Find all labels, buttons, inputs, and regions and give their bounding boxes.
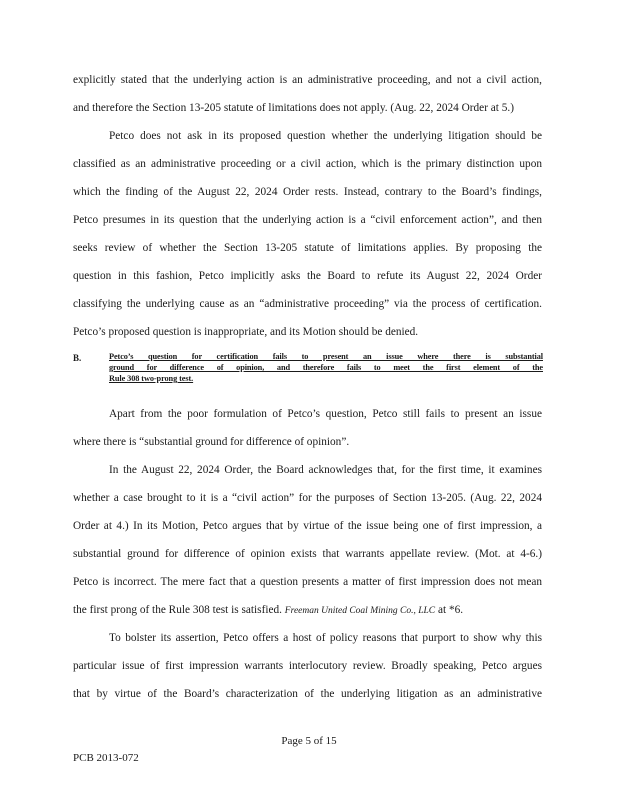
body-line: Petco presumes in its question that the underlying action is a “civil enforcement action”, and then: [73, 214, 542, 226]
body-line: In the August 22, 2024 Order, the Board acknowledges that, for the first time, it examines: [109, 464, 542, 476]
body-line: Petco is incorrect. The mere fact that a question presents a matter of first impression does not mean: [73, 576, 542, 588]
body-line: explicitly stated that the underlying action is an administrative proceeding, and not a civil action,: [73, 74, 542, 86]
body-line: Order at 4.) In its Motion, Petco argues that by virtue of the issue being one of first impression, a: [73, 520, 542, 532]
section-heading-letter: B.: [73, 353, 82, 363]
section-heading-line: Petco’s question for certification fails to present an issue where there is substantial: [109, 352, 543, 361]
body-line: To bolster its assertion, Petco offers a host of policy reasons that purport to show why this: [109, 632, 542, 644]
body-line: particular issue of first impression warrants interlocutory review. Broadly speaking, Petco argues: [73, 660, 542, 672]
body-line: whether a case brought to it is a “civil action” for the purposes of Section 13-205. (Aug. 22, 2024: [73, 492, 542, 504]
section-heading-line: ground for difference of opinion, and therefore fails to meet the first element of the: [109, 363, 543, 372]
body-line: substantial ground for difference of opinion exists that warrants appellate review. (Mot. at 4-6.): [73, 548, 542, 560]
case-citation: Freeman United Coal Mining Co., LLC: [284, 606, 436, 616]
body-line: and therefore the Section 13-205 statute of limitations does not apply. (Aug. 22, 2024 Order at 5.): [73, 102, 514, 114]
body-line: that by virtue of the Board’s characterization of the underlying litigation as an administrative: [73, 688, 542, 700]
citation-pinpoint: at *6.: [437, 604, 464, 616]
body-line: which the finding of the August 22, 2024 Order rests. Instead, contrary to the Board’s findings,: [73, 186, 542, 198]
body-line: classifying the underlying cause as an “administrative proceeding” via the process of certification.: [73, 298, 542, 310]
page-number: Page 5 of 15: [281, 735, 337, 747]
body-line: classified as an administrative proceeding or a civil action, which is the primary distinction upon: [73, 158, 542, 170]
citation-lead-text: the first prong of the Rule 308 test is satisfied.: [73, 604, 282, 616]
body-line-citation: [73, 603, 542, 617]
section-heading-line: Rule 308 two-prong test.: [109, 374, 194, 383]
body-line: question in this fashion, Petco implicitly asks the Board to refute its August 22, 2024 Order: [73, 270, 542, 282]
case-number: PCB 2013-072: [73, 752, 139, 764]
body-line: where there is “substantial ground for difference of opinion”.: [73, 436, 350, 448]
body-line: Petco’s proposed question is inappropriate, and its Motion should be denied.: [73, 326, 419, 338]
body-line: seeks review of whether the Section 13-205 statute of limitations applies. By proposing the: [73, 242, 542, 254]
body-line: Apart from the poor formulation of Petco’s question, Petco still fails to present an issue: [109, 408, 542, 420]
body-line: Petco does not ask in its proposed question whether the underlying litigation should be: [109, 130, 542, 142]
